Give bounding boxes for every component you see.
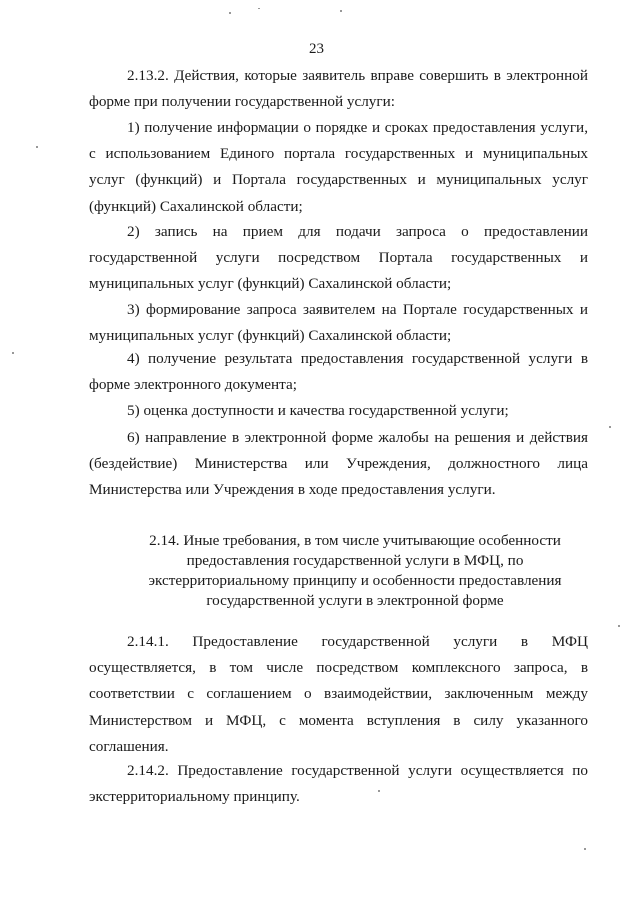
list-item-4: 4) получение результата предоставления государственной услуги в форме электронного документа;	[89, 350, 588, 394]
scan-speck	[12, 352, 14, 354]
scan-speck	[609, 426, 611, 428]
scan-speck	[229, 12, 231, 14]
page-number: 23	[309, 41, 324, 57]
paragraph-2-14-2: 2.14.2. Предоставление государственной услуги осуществляется по экстерриториальному принципу.	[89, 762, 588, 806]
list-item-5: 5) оценка доступности и качества государственной услуги;	[127, 402, 509, 419]
list-item-3: 3) формирование запроса заявителем на Портале государственных и муниципальных услуг (функций) Сахалинской области;	[89, 301, 588, 345]
scan-speck	[258, 8, 260, 9]
scan-speck	[584, 848, 586, 850]
section-heading-2-14: 2.14. Иные требования, в том числе учитывающие особенности предоставления государственной услуги в МФЦ, по экстерриториальному принципу и особенности предоставления государственной услуги в электронной форме	[148, 532, 562, 609]
scan-speck	[378, 790, 380, 792]
paragraph-2-14-1: 2.14.1. Предоставление государственной услуги в МФЦ осуществляется, в том числе посредством комплексного запроса, в соответствии с соглашением о взаимодействии, заключенным между Министерством и МФЦ, с момента вступления в силу указанного соглашения.	[89, 633, 588, 755]
list-item-6: 6) направление в электронной форме жалобы на решения и действия (бездействие) Министерства или Учреждения, должностного лица Министерства или Учреждения в ходе предоставления услуги.	[89, 429, 588, 499]
scan-speck	[36, 146, 38, 148]
scan-speck	[618, 625, 620, 627]
scan-speck	[340, 10, 342, 12]
list-item-2: 2) запись на прием для подачи запроса о предоставлении государственной услуги посредством Портала государственных и муниципальных услуг (функций) Сахалинской области;	[89, 223, 588, 293]
list-item-1: 1) получение информации о порядке и сроках предоставления услуги, с использованием Единого портала государственных и муниципальных услуг (функций) и Портала государственных и муниципальных услуг (функций) Сахалинской области;	[89, 119, 588, 215]
paragraph-2-13-2: 2.13.2. Действия, которые заявитель вправе совершить в электронной форме при получении государственной услуги:	[89, 67, 588, 111]
